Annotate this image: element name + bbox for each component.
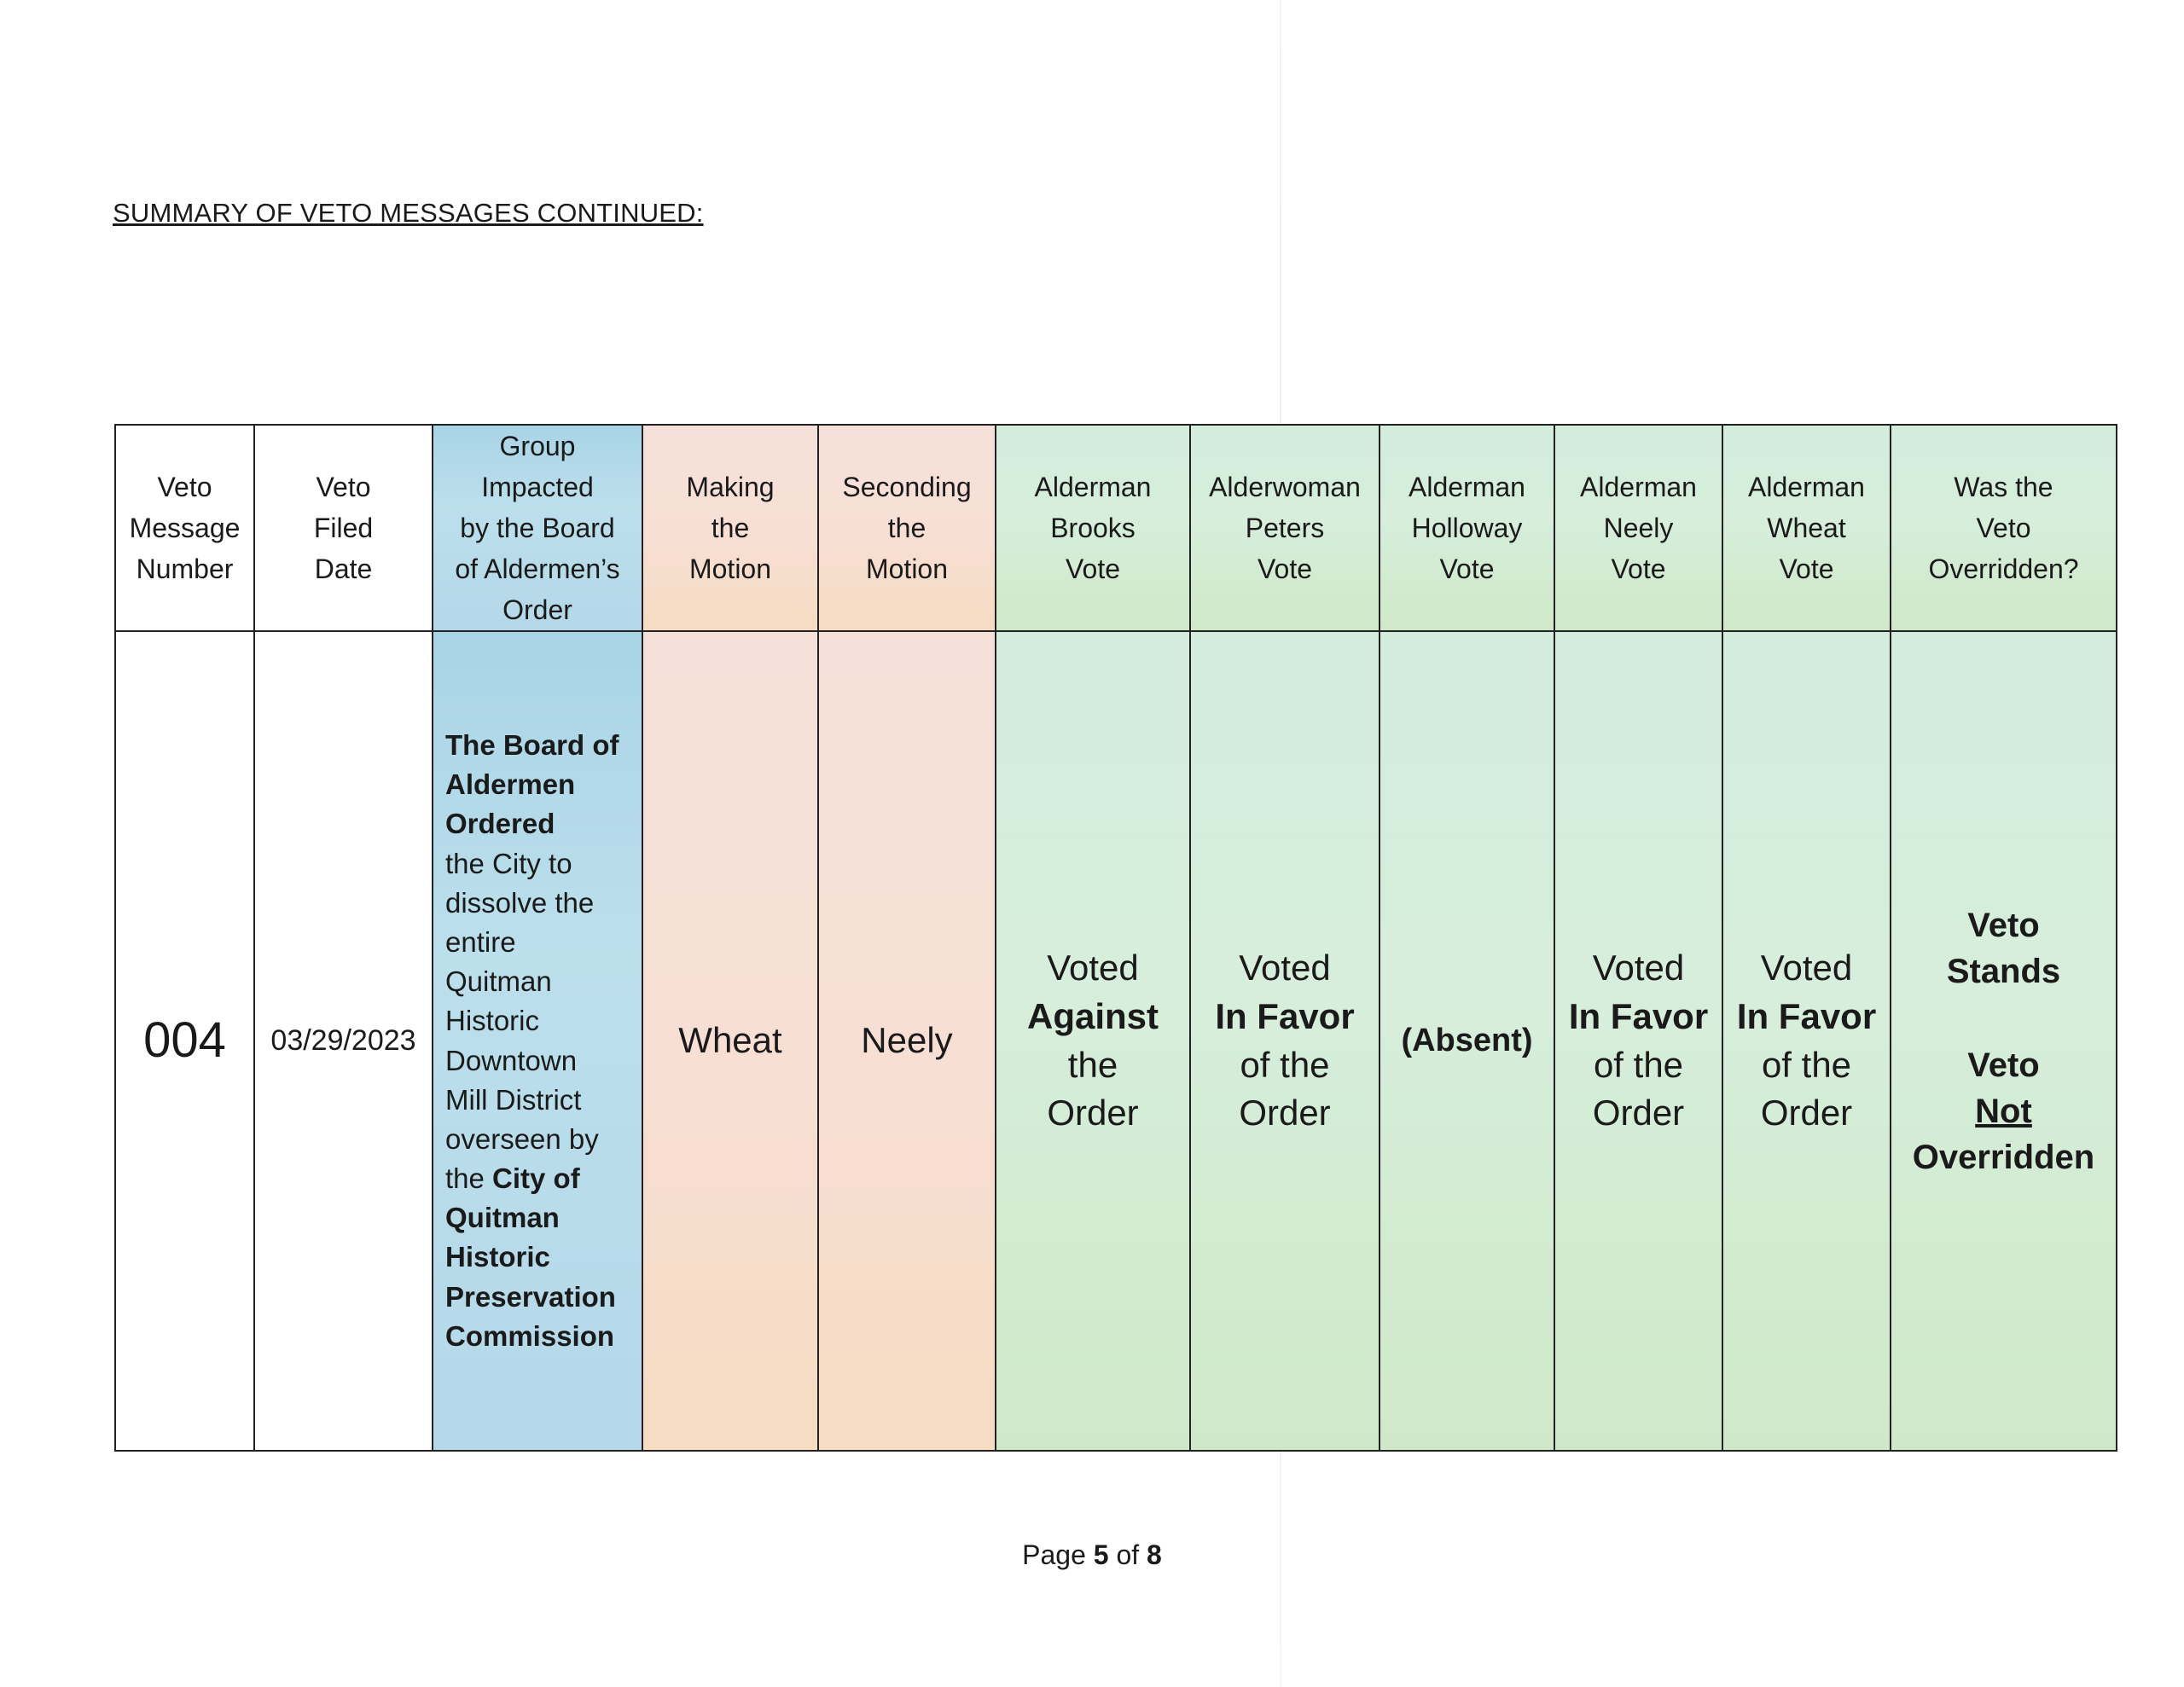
group-impacted-cell: The Board of Aldermen Ordered the City to dissolve the entire Quitman Historic Downtown Mill District overseen by the City of Quitman Historic Preservation Commission	[433, 631, 642, 1451]
header-making-motion: Making the Motion	[642, 425, 818, 631]
wheat-vote-cell: Voted In Favor of the Order	[1722, 631, 1891, 1451]
neely-vote-cell: Voted In Favor of the Order	[1554, 631, 1722, 1451]
header-seconding-motion: Seconding the Motion	[818, 425, 996, 631]
header-holloway-vote: Alderman Holloway Vote	[1380, 425, 1554, 631]
header-peters-vote: Alderwoman Peters Vote	[1190, 425, 1380, 631]
header-veto-message-number: Veto Message Number	[115, 425, 254, 631]
header-group-impacted: Group Impacted by the Board of Aldermen’s Order	[433, 425, 642, 631]
seconding-motion-cell: Neely	[818, 631, 996, 1451]
table-header-row	[115, 425, 2117, 631]
page-number: Page 5 of 8	[1022, 1539, 1162, 1570]
page-heading: SUMMARY OF VETO MESSAGES CONTINUED:	[113, 198, 704, 228]
header-neely-vote: Alderman Neely Vote	[1554, 425, 1722, 631]
header-veto-overridden: Was the Veto Overridden?	[1891, 425, 2117, 631]
peters-vote-cell: Voted In Favor of the Order	[1190, 631, 1380, 1451]
brooks-vote-cell: Voted Against the Order	[996, 631, 1190, 1451]
filed-date-cell: 03/29/2023	[254, 631, 433, 1451]
header-veto-filed-date: Veto Filed Date	[254, 425, 433, 631]
veto-number-cell: 004	[115, 631, 254, 1451]
veto-summary-table	[114, 424, 2117, 1452]
holloway-vote-cell: (Absent)	[1380, 631, 1554, 1451]
making-motion-cell: Wheat	[642, 631, 818, 1451]
header-brooks-vote: Alderman Brooks Vote	[996, 425, 1190, 631]
veto-overridden-cell: Veto Stands Veto Not Overridden	[1891, 631, 2117, 1451]
table-row	[115, 631, 2117, 1451]
header-wheat-vote: Alderman Wheat Vote	[1722, 425, 1891, 631]
